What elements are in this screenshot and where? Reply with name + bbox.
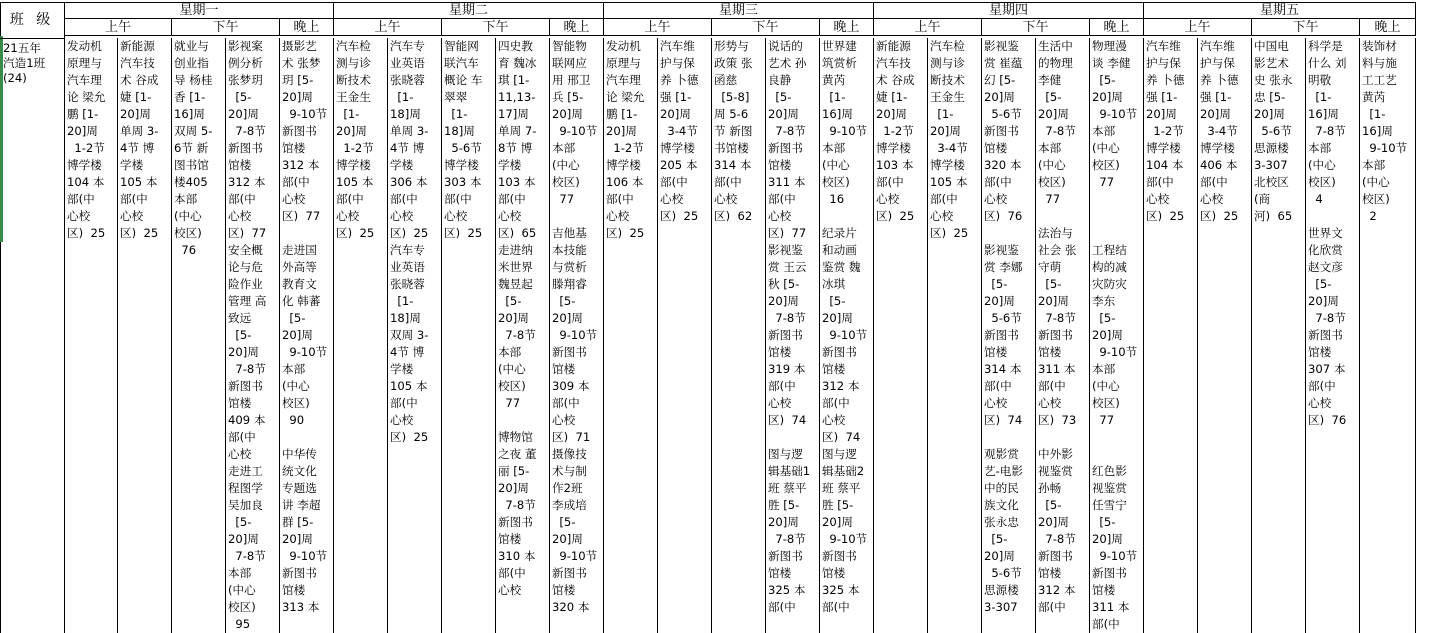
- day-header-3: 星期三: [604, 2, 874, 19]
- course-cell[interactable]: 四史教 育 魏冰 琪 [1- 11,13- 17]周 单周 7- 8节 博 学楼 103 本 部(中 心校 区) 65 走进纳 米世界 魏昱起 [5- 20]周 7-8节 本部 (中心 校区) 77 博物馆 之夜 董 丽 [5- 20]周 7-8节 新图书 馆楼 310 本 部(中 心校: [496, 38, 550, 633]
- course-cell[interactable]: 形势与 政策 张 函慈 [5-8] 周 5-6 节 新图 书馆楼 314 本 部(中 心校 区) 62: [712, 38, 766, 633]
- course-cell[interactable]: 生活中 的物理 李健 [5- 20]周 7-8节 本部 (中心 校区) 77 法治与 社会 张 守萌 [5- 20]周 7-8节 新图书 馆楼 311 本 部(中 心校 区) 73 中外影 视鉴赏 孙畅 [5- 20]周 7-8节 新图书 馆楼 312 本 部(中: [1036, 38, 1090, 633]
- period-header-day4-2: 晚上: [1090, 19, 1144, 36]
- period-header-day2-2: 晚上: [550, 19, 604, 36]
- course-cell[interactable]: 世界建 筑赏析 黄芮 [1- 16]周 9-10节 本部 (中心 校区) 16 纪录片 和动画 鉴赏 魏 冰琪 [5- 20]周 9-10节 新图书 馆楼 312 本 部(中 心校 区) 74 图与逻 辑基础2 班 蔡平 胜 [5- 20]周 9-10节 新图书 馆楼 325 本 部(中: [820, 38, 874, 633]
- course-cell[interactable]: 汽车维 护与保 养 卜德 强 [1- 20]周 1-2节 博学楼 104 本 部(中 心校 区) 25: [1144, 38, 1198, 633]
- period-header-day1-1: 下午: [172, 19, 280, 36]
- period-header-day5-1: 下午: [1252, 19, 1360, 36]
- course-cell[interactable]: 影视案 例分析 张梦玥 [5- 20]周 7-8节 新图书 馆楼 312 本 部(中 心校 区) 77 安全概 论与危 险作业 管理 高 致远 [5- 20]周 7-8节 新图书 馆楼 409 本 部(中 心校 走进工 程图学 吴加良 [5- 20]周 7-8节 本部 (中心 校区) 95: [226, 38, 280, 633]
- course-cell[interactable]: 装饰材 料与施 工工艺 黄芮 [1- 16]周 9-10节 本部 (中心 校区) 2: [1360, 38, 1416, 633]
- day-header-4: 星期四: [874, 2, 1144, 19]
- day-header-5: 星期五: [1144, 2, 1416, 19]
- course-cell[interactable]: 影视鉴 赏 崔蕴 幻 [5- 20]周 5-6节 新图书 馆楼 320 本 部(中 心校 区) 76 影视鉴 赏 李娜 [5- 20]周 5-6节 新图书 馆楼 314 本 部(中 心校 区) 74 观影赏 艺-电影 中的民 族文化 张永忠 [5- 20]周 5-6节 思源楼 3-307: [982, 38, 1036, 633]
- period-header-day4-0: 上午: [874, 19, 982, 36]
- course-cell[interactable]: 汽车维 护与保 养 卜德 强 [1- 20]周 3-4节 博学楼 205 本 部(中 心校 区) 25: [658, 38, 712, 633]
- course-cell[interactable]: 智能网 联汽车 概论 车 翠翠 [1- 18]周 5-6节 博学楼 303 本 部(中 心校 区) 25: [442, 38, 496, 633]
- course-cell[interactable]: 汽车维 护与保 养 卜德 强 [1- 20]周 3-4节 博学楼 406 本 部(中 心校 区) 25: [1198, 38, 1252, 633]
- period-header-day1-2: 晚上: [280, 19, 334, 36]
- course-cell[interactable]: 发动机 原理与 汽车理 论 梁允 鹏 [1- 20]周 1-2节 博学楼 106 本 部(中 心校 区) 25: [604, 38, 658, 633]
- period-header-day5-2: 晚上: [1360, 19, 1416, 36]
- right-margin: [1416, 0, 1431, 633]
- course-cell[interactable]: 物理漫 谈 李健 [5- 20]周 9-10节 本部 (中心 校区) 77 工程结 构的减 灾防灾 李东 [5- 20]周 9-10节 本部 (中心 校区) 77 红色影 视鉴赏 任雪宁 [5- 20]周 9-10节 新图书 馆楼 311 本 部(中: [1090, 38, 1144, 633]
- period-header-day4-1: 下午: [982, 19, 1090, 36]
- period-header-day3-2: 晚上: [820, 19, 874, 36]
- period-header-day3-0: 上午: [604, 19, 712, 36]
- course-cell[interactable]: 智能物 联网应 用 邢卫 兵 [5- 20]周 9-10节 本部 (中心 校区) 77 吉他基 本技能 与赏析 滕翔睿 [5- 20]周 9-10节 新图书 馆楼 309 本 部(中 心校 区) 71 摄像技 术与制 作2班 李成培 [5- 20]周 9-10节 新图书 馆楼 320 本: [550, 38, 604, 633]
- period-header-day2-1: 下午: [442, 19, 550, 36]
- course-cell[interactable]: 新能源 汽车技 术 谷成 婕 [1- 20]周 1-2节 博学楼 103 本 部(中 心校 区) 25: [874, 38, 928, 633]
- period-header-day1-0: 上午: [65, 19, 172, 36]
- course-cell[interactable]: 摄影艺 术 张梦 玥 [5- 20]周 9-10节 新图书 馆楼 312 本 部(中 心校 区) 77 走进国 外高等 教育文 化 韩蕃 [5- 20]周 9-10节 本部 (中心 校区) 90 中华传 统文化 专题选 讲 李超 群 [5- 20]周 9-10节 新图书 馆楼 313 本: [280, 38, 334, 633]
- course-cell[interactable]: 就业与 创业指 导 杨桂 香 [1- 16]周 双周 5- 6节 新 图书馆 楼405 本部 (中心 校区) 76: [172, 38, 226, 633]
- course-cell[interactable]: 说话的 艺术 孙 良静 [5- 20]周 7-8节 新图书 馆楼 311 本 部(中 心校 区) 77 影视鉴 赏 王云 秋 [5- 20]周 7-8节 新图书 馆楼 319 本 部(中 心校 区) 74 图与逻 辑基础1 班 蔡平 胜 [5- 20]周 7-8节 新图书 馆楼 325 本 部(中: [766, 38, 820, 633]
- course-cell[interactable]: 科学是 什么 刘 明敬 [1- 16]周 7-8节 本部 (中心 校区) 4 世界文 化欣赏 赵文彦 [5- 20]周 7-8节 新图书 馆楼 307 本 部(中 心校 区) 76: [1306, 38, 1360, 633]
- course-cell[interactable]: 汽车检 测与诊 断技术 王金生 [1- 20]周 1-2节 博学楼 105 本 部(中 心校 区) 25: [334, 38, 388, 633]
- class-name-cell[interactable]: 21五年 汽造1班 (24): [0, 39, 65, 633]
- day-header-2: 星期二: [334, 2, 604, 19]
- course-cell[interactable]: 汽车专 业英语 张晓蓉 [1- 18]周 单周 3- 4节 博 学楼 306 本 部(中 心校 区) 25 汽车专 业英语 张晓蓉 [1- 18]周 双周 3- 4节 博 学楼 105 本 部(中 心校 区) 25: [388, 38, 442, 633]
- class-column-header: 班 级: [0, 2, 65, 39]
- period-header-day2-0: 上午: [334, 19, 442, 36]
- period-header-day5-0: 上午: [1144, 19, 1252, 36]
- course-cell[interactable]: 汽车检 测与诊 断技术 王金生 [1- 20]周 3-4节 博学楼 105 本 部(中 心校 区) 25: [928, 38, 982, 633]
- period-header-day3-1: 下午: [712, 19, 820, 36]
- day-header-1: 星期一: [65, 2, 334, 19]
- course-cell[interactable]: 中国电 影艺术 史 张永 忠 [5- 20]周 5-6节 思源楼 3-307 北校区 (商 河) 65: [1252, 38, 1306, 633]
- course-cell[interactable]: 新能源 汽车技 术 谷成 婕 [1- 20]周 单周 3- 4节 博 学楼 105 本 部(中 心校 区) 25: [118, 38, 172, 633]
- course-cell[interactable]: 发动机 原理与 汽车理 论 梁允 鹏 [1- 20]周 1-2节 博学楼 104 本 部(中 心校 区) 25: [65, 38, 118, 633]
